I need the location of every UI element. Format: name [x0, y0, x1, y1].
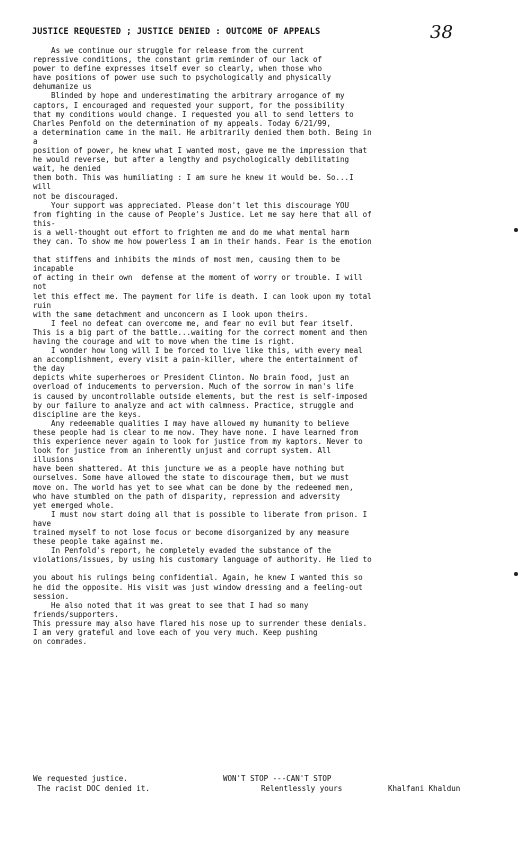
body-line: a determination came in the mail. He arbitrarily denied them both. Being in [33, 127, 372, 137]
body-line: I must now start doing all that is possible to liberate from prison. I [33, 509, 368, 519]
body-line: have positions of power use such to psychologically and physically [33, 73, 332, 83]
body-line: In Penfold's report, he completely evaded the substance of the [33, 546, 332, 556]
body-line: illusions [33, 455, 74, 465]
body-line: is caused by uncontrollable outside elements, but the rest is self-imposed [33, 391, 368, 401]
body-line: friends/supporters. [33, 609, 119, 619]
body-line: from fighting in the cause of People's Justice. Let me say here that all of [33, 209, 372, 219]
document-title: JUSTICE REQUESTED ; JUSTICE DENIED : OUTCOME OF APPEALS [32, 26, 321, 36]
body-line: the day [33, 364, 65, 374]
body-line: he did the opposite. His visit was just window dressing and a feeling-out [33, 582, 363, 592]
body-line: that stiffens and inhibits the minds of most men, causing them to be [33, 255, 341, 265]
margin-mark [514, 228, 518, 232]
body-line: captors, I encouraged and requested your support, for the possibility [33, 100, 345, 110]
body-line: an accomplishment, every visit a pain-killer, where the entertainment of [33, 355, 359, 365]
body-line: discipline are the keys. [33, 409, 142, 419]
footer-left-line-2: The racist DOC denied it. [37, 783, 150, 793]
body-line: position of power, he knew what I wanted most, gave me the impression that [33, 146, 368, 156]
body-line: have [33, 518, 52, 528]
page-number: 38 [430, 22, 453, 43]
body-line: power to define expresses itself ever so clearly, when those who [33, 64, 322, 74]
letter-body [33, 46, 503, 646]
body-line: let this effect me. The payment for life is death. I can look upon my total [33, 291, 372, 301]
body-line: He also noted that it was great to see that I had so many [33, 600, 309, 610]
body-line: they can. To show me how powerless I am in their hands. Fear is the emotion [33, 236, 372, 246]
body-line: Blinded by hope and underestimating the arbitrary arrogance of my [33, 91, 345, 101]
footer-left-line-1: We requested justice. [33, 774, 128, 783]
body-line: trained myself to not lose focus or become disorganized by any measure [33, 527, 350, 537]
body-line: these people take against me. [33, 537, 164, 547]
footer-slogan: WON'T STOP ---CAN'T STOP [223, 774, 332, 783]
body-line: Your support was appreciated. Please don't let this discourage YOU [33, 200, 350, 210]
body-line: As we continue our struggle for release from the current [33, 46, 304, 55]
body-line: This pressure may also have flared his nose up to surrender these denials. [33, 618, 368, 628]
body-line: depicts white superheroes or President Clinton. No brain food, just an [33, 373, 350, 383]
body-line: not [33, 282, 47, 292]
body-line: will [33, 182, 52, 192]
body-line [33, 564, 503, 573]
footer-closing: Relentlessly yours [261, 783, 343, 793]
body-line: move on. The world has yet to see what can be done by the redeemed men, [33, 482, 354, 492]
body-line: on comrades. [33, 637, 88, 647]
body-line: with the same detachment and unconcern as I look upon theirs. [33, 309, 309, 319]
body-line: I wonder how long will I be forced to live like this, with every meal [33, 346, 363, 356]
body-line: dehumanize us [33, 82, 92, 92]
body-line: have been shattered. At this juncture we as a people have nothing but [33, 464, 345, 474]
body-line: ruin [33, 300, 52, 310]
body-line: yet emerged whole. [33, 500, 115, 510]
body-line: by our failure to analyze and act with calmness. Practice, struggle and [33, 400, 354, 410]
body-line: this experience never again to look for justice from my kaptors. Never to [33, 437, 363, 447]
body-line: that my conditions would change. I requested you all to send letters to [33, 109, 354, 119]
body-line: I am very grateful and love each of you very much. Keep pushing [33, 628, 318, 637]
body-line: a [33, 136, 38, 146]
body-line: incapable [33, 264, 74, 274]
body-line: look for justice from an inherently unjust and corrupt system. All [33, 446, 332, 456]
body-line: wait, he denied [33, 164, 101, 174]
body-line: who have stumbled on the path of disparity, repression and adversity [33, 491, 341, 501]
body-line: having the courage and wit to move when the time is right. [33, 337, 295, 346]
body-line: This is a big part of the battle...waiting for the correct moment and then [33, 327, 368, 337]
body-line: Any redeemable qualities I may have allowed my humanity to believe [33, 418, 350, 428]
body-line: these people had is clear to me now. They have none. I have learned from [33, 427, 359, 437]
body-line: repressive conditions, the constant grim reminder of our lack of [33, 55, 322, 65]
body-line: not be discouraged. [33, 191, 119, 201]
body-line: violations/issues, by using his customary language of authority. He lied to [33, 555, 372, 565]
body-line: them both. This was humiliating : I am sure he knew it would be. So...I [33, 173, 354, 183]
body-line [33, 246, 503, 255]
body-line: ourselves. Some have allowed the state to discourage them, but we must [33, 473, 350, 483]
margin-mark [514, 572, 518, 576]
body-line: he would reverse, but after a lengthy and psychologically debilitating [33, 155, 350, 165]
body-line: session. [33, 591, 70, 601]
body-line: overload of inducements to perversion. Much of the sorrow in man's life [33, 382, 354, 392]
body-line: you about his rulings being confidential. Again, he knew I wanted this so [33, 573, 363, 583]
body-line: this- [33, 218, 56, 228]
body-line: I feel no defeat can overcome me, and fear no evil but fear itself. [33, 318, 354, 328]
body-line: Charles Penfold on the determination of my appeals. Today 6/21/99, [33, 118, 332, 128]
body-line: is a well-thought out effort to frighten me and do me what mental harm [33, 227, 350, 237]
body-line: of acting in their own defense at the moment of worry or trouble. I will [33, 273, 363, 283]
footer-signature: Khalfani Khaldun [388, 783, 461, 793]
